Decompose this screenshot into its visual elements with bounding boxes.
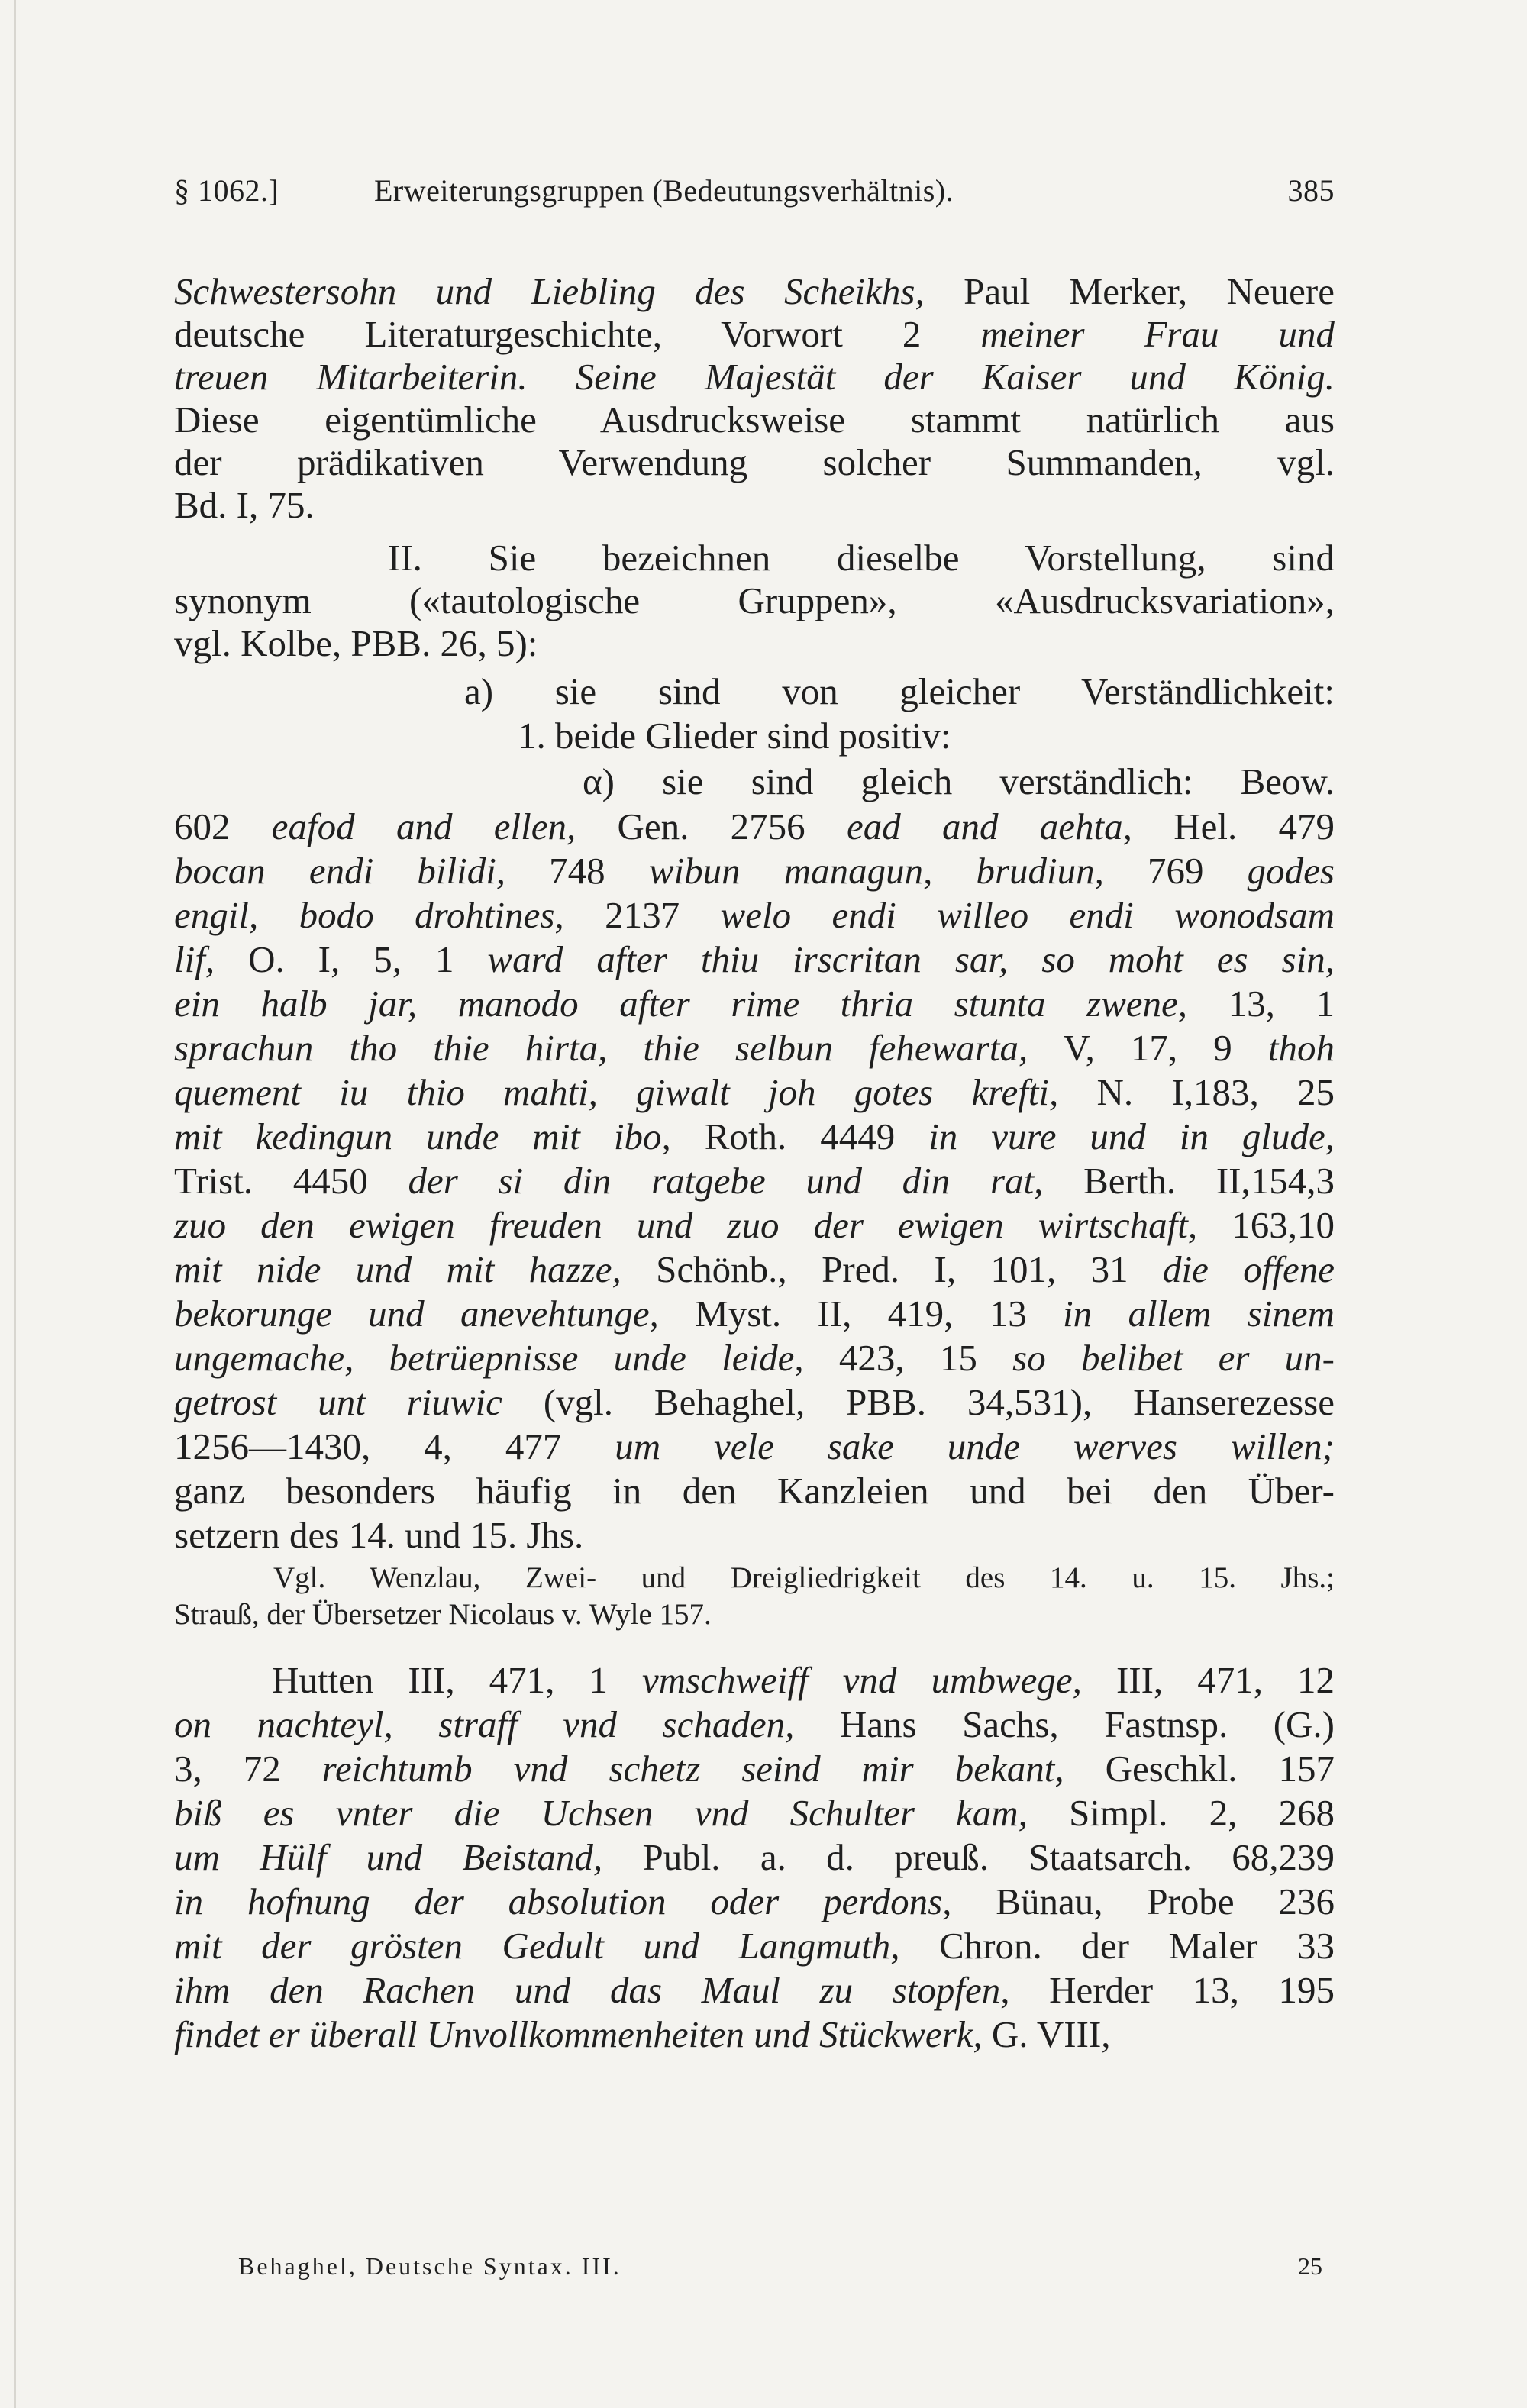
text-run: Gen. 2756 [576,805,847,847]
italic-citation: engil, bodo drohtines, [174,894,564,936]
text-run: N. I,183, 25 [1058,1071,1335,1113]
italic-citation: wibun managun, brudiun, [648,850,1104,892]
text-run: Simpl. 2, 268 [1027,1792,1335,1834]
text-run: 3, 72 [174,1748,322,1790]
italic-citation: um Hülf und Beistand, [174,1836,603,1878]
text-run: Bd. I, 75. [174,484,315,526]
italic-citation: reichtumb vnd schetz seind mir bekant, [321,1748,1064,1790]
italic-citation: ead and aehta, [846,805,1132,847]
italic-citation: godes [1247,850,1335,892]
italic-citation: on nachteyl, straff vnd schaden, [174,1703,795,1745]
text-run: vgl. Kolbe, PBB. 26, 5): [174,622,538,664]
italic-citation: in hofnung der absolution oder perdons, [174,1880,952,1922]
italic-citation: vmschweiff vnd umbwege, [642,1659,1082,1701]
italic-citation: getrost unt riuwic [174,1381,502,1423]
text-run: Hans Sachs, Fastnsp. (G.) [794,1703,1335,1745]
text-run: 602 [174,805,272,847]
italic-citation: bocan endi bilidi, [174,850,506,892]
footer-book-title: Behaghel, Deutsche Syntax. III. [238,2252,621,2280]
signature-footer [238,2252,1322,2290]
text-run: 769 [1103,850,1248,892]
italic-citation: zuo den ewigen freuden und zuo der ewigen wirtschaft, [174,1204,1198,1246]
text-run: synonym («tautologische Gruppen», «Ausdrucksvariation», [174,579,1335,621]
running-title: Erweiterungsgruppen (Bedeutungsverhältnis). [374,173,954,208]
italic-citation: thoh [1267,1027,1335,1069]
italic-citation: bekorunge und anevehtunge, [174,1293,659,1335]
text-run: setzern des 14. und 15. Jhs. [174,1514,584,1556]
text-run: Paul Merker, Neuere [924,270,1335,312]
scan-edge-mark [14,0,16,2408]
italic-citation: die offene [1163,1248,1335,1290]
text-run: Publ. a. d. preuß. Staatsarch. 68,239 [602,1836,1335,1878]
italic-citation: mit nide und mit hazze, [174,1248,621,1290]
text-run: II. Sie bezeichnen dieselbe Vorstellung, sind [388,537,1335,579]
italic-citation: welo endi willeo endi wonodsam [720,894,1335,936]
italic-citation: ihm den Rachen und das Maul zu stopfen, [174,1969,1010,2011]
text-run: α) sie sind gleich verständlich: Beow. [583,760,1335,802]
text-run: Roth. 4449 [670,1115,929,1157]
italic-citation: treuen Mitarbeiterin. Seine Majestät der Kaiser und König. [174,356,1335,398]
italic-citation: mit der grösten Gedult und Langmuth, [174,1925,900,1967]
text-run: G. VIII, [982,2013,1111,2055]
page-number: 385 [1287,173,1335,208]
text-run: 2137 [563,894,721,936]
text-line [174,482,1335,543]
text-run: Myst. II, 419, 13 [658,1293,1064,1335]
text-run: Trist. 4450 [174,1160,408,1202]
text-run: Hel. 479 [1132,805,1335,847]
italic-citation: der si din ratgebe und din rat, [408,1160,1044,1202]
text-run: V, 17, 9 [1028,1027,1268,1069]
text-line [174,2011,1335,2072]
text-run: 748 [505,850,649,892]
italic-citation: Schwestersohn und Liebling des Scheikhs, [174,270,925,312]
text-run: Hutten III, 471, 1 [272,1659,643,1701]
text-run: 1256—1430, 4, 477 [174,1425,615,1467]
text-run: O. I, 5, 1 [215,938,488,980]
italic-citation: meiner Frau und [980,313,1335,355]
text-run: deutsche Literaturgeschichte, Vorwort 2 [174,313,981,355]
italic-citation: mit kedingun unde mit ibo, [174,1115,671,1157]
text-run: Geschkl. 157 [1064,1748,1335,1790]
text-run: Berth. II,154,3 [1043,1160,1335,1202]
italic-citation: biß es vnter die Uchsen vnd Schulter kam, [174,1792,1028,1834]
text-run: Chron. der Maler 33 [899,1925,1335,1967]
text-run: 423, 15 [803,1337,1013,1379]
text-run: III, 471, 12 [1081,1659,1335,1701]
text-run: (vgl. Behaghel, PBB. 34,531), Hanserezesse [502,1381,1335,1423]
italic-citation: eafod and ellen, [271,805,576,847]
text-run: 1. beide Glieder sind positiv: [518,715,951,757]
italic-citation: sprachun tho thie hirta, thie selbun fehewarta, [174,1027,1028,1069]
italic-citation: findet er überall Unvollkommenheiten und Stückwerk, [174,2013,983,2055]
text-run: ganz besonders häufig in den Kanzleien und bei den Über- [174,1470,1335,1512]
italic-citation: so belibet er un- [1012,1337,1335,1379]
text-run: 13, 1 [1187,983,1335,1025]
text-run: a) sie sind von gleicher Verständlichkeit: [464,670,1335,712]
footer-signature-mark: 25 [1298,2252,1322,2280]
italic-citation: lif, [174,938,215,980]
italic-citation: ward after thiu irscritan sar, so moht es sin, [487,938,1335,980]
italic-citation: um vele sake unde werves willen; [615,1425,1335,1467]
italic-citation: in allem sinem [1063,1293,1335,1335]
text-run: Schönb., Pred. I, 101, 31 [621,1248,1164,1290]
text-line [174,1596,1335,1657]
italic-citation: in vure und in glude, [928,1115,1335,1157]
text-run: 163,10 [1197,1204,1335,1246]
italic-citation: quement iu thio mahti, giwalt joh gotes krefti, [174,1071,1059,1113]
text-run: Bünau, Probe 236 [951,1880,1335,1922]
text-run: der prädikativen Verwendung solcher Summanden, vgl. [174,441,1335,483]
italic-citation: ungemache, betrüepnisse unde leide, [174,1337,804,1379]
text-run: Herder 13, 195 [1009,1969,1335,2011]
section-reference: § 1062.] [174,173,279,208]
running-header [174,173,1335,218]
text-run: Strauß, der Übersetzer Nicolaus v. Wyle 157. [174,1598,712,1631]
text-run: Vgl. Wenzlau, Zwei- und Dreigliedrigkeit des 14. u. 15. Jhs.; [273,1561,1335,1594]
text-run: Diese eigentümliche Ausdrucksweise stammt natürlich aus [174,399,1335,441]
italic-citation: ein halb jar, manodo after rime thria stunta zwene, [174,983,1188,1025]
